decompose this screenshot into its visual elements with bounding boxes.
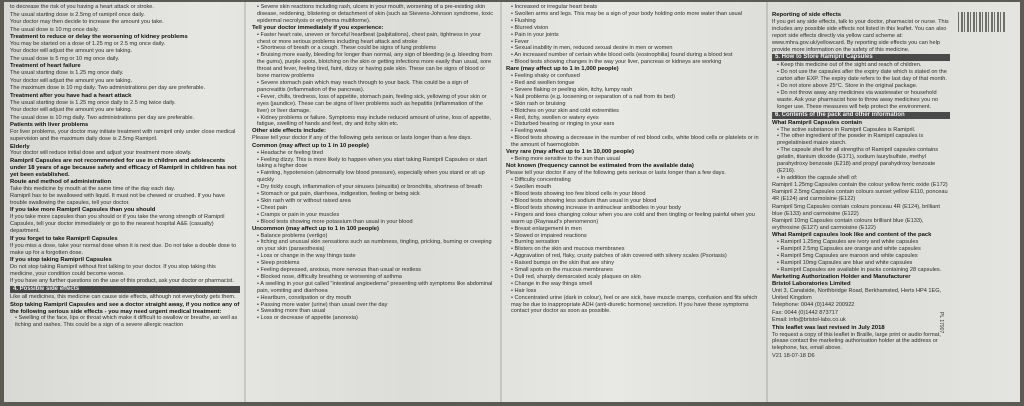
section-heading: Patients with liver problems bbox=[10, 122, 89, 129]
paragraph: The usual dose is 10 mg daily. Two administrations per day are preferable. bbox=[10, 114, 195, 121]
section-heading: Route and method of administration bbox=[10, 178, 112, 185]
list-item: • Pain in your joints bbox=[511, 32, 760, 39]
paragraph: Please tell your doctor if any of the following gets serious or lasts longer than a few days. bbox=[506, 169, 726, 176]
list-item: • Blotches on your skin and cold extremities bbox=[511, 108, 760, 115]
section-heading: Common (may affect up to 1 in 10 people) bbox=[252, 142, 369, 149]
paragraph: You may be started on a dose of 1.25 mg or 2.5 mg once daily. bbox=[10, 40, 166, 47]
section-heading: What Ramipril capsules look like and content of the pack bbox=[772, 232, 932, 239]
paragraph: The usual starting dose is 1.25 mg once daily. bbox=[10, 70, 124, 77]
list-item: • Small spots on the mucous membranes bbox=[511, 267, 760, 274]
column-side-effects-rare bbox=[506, 4, 760, 400]
paragraph: to decrease the risk of you having a heart attack or stroke. bbox=[10, 4, 154, 10]
paragraph: Ramipril has to be swallowed with liquid. It must not be chewed or crushed. If you have trouble swallowing the capsules, tell your doctor. bbox=[10, 193, 225, 206]
list-item: • Aggravation of red, flaky, crusty patches of skin covered with silvery scales (Psoriasis) bbox=[511, 253, 760, 260]
list-item: • Ramipril 5mg Capsules are maroon and white capsules bbox=[777, 253, 950, 260]
list-item: • Burning sensation bbox=[511, 239, 760, 246]
list-item: • Keep this medicine out of the sight and reach of children. bbox=[777, 62, 950, 69]
list-item: • Faster heart rate, uneven or forceful heartbeat (palpitations), chest pain, tightness in your chest or more serious problems including heart attack and stroke bbox=[257, 32, 494, 46]
bullet-list bbox=[252, 150, 494, 226]
list-item: • Chest pain bbox=[257, 205, 494, 212]
list-item: • Fainting, hypotension (abnormally low blood pressure), especially when you stand or sit up quickly bbox=[257, 170, 494, 184]
section-heading: Ramipril Capsules are not recommended for use in children and adolescents under 18 years of age because safety and efficacy of Ramipril in children has not yet been established. bbox=[10, 157, 237, 178]
list-item: • Loss or decrease of appetite (anorexia) bbox=[257, 315, 494, 322]
paragraph: V21 18-07-18 D6 bbox=[772, 352, 815, 359]
list-item: • Hair loss bbox=[511, 288, 760, 295]
bullet-list bbox=[506, 73, 760, 149]
section-heading: Marketing Authorization Holder and Manufacturer bbox=[772, 273, 911, 280]
section-heading: If you take more Ramipril Capsules than you should bbox=[10, 207, 156, 214]
section-heading: Not known (frequency cannot be estimated from the available data) bbox=[506, 162, 694, 169]
list-item: • Itching and unusual skin sensations such as numbness, tingling, pricking, burning or creeping on your skin (paraesthesia) bbox=[257, 239, 494, 253]
section-heading: What Ramipril Capsules contain bbox=[772, 119, 863, 126]
paragraph: Ramipril 10mg Capsules contain colours brilliant blue (E133), erythrosine (E127) and carmoisine (E122) bbox=[772, 218, 924, 231]
list-item: • Do not throw away any medicines via wastewater or household waste. Ask your pharmacist how to throw away medicines you no longer use. These measures will help protect the environment. bbox=[777, 90, 950, 111]
paragraph: The usual dose is 10 mg once daily. bbox=[10, 26, 99, 33]
section-heading: Other side effects include: bbox=[252, 128, 326, 135]
list-item: • Blocked nose, difficulty breathing or worsening of asthma bbox=[257, 274, 494, 281]
section-heading: Rare (may affect up to 1 in 1,000 people) bbox=[506, 66, 619, 73]
section-banner: 4. Possible side effects bbox=[10, 286, 240, 293]
section-heading: Treatment to reduce or delay the worsening of kidney problems bbox=[10, 34, 188, 40]
paragraph: Take this medicine by mouth at the same time of the day each day. bbox=[10, 185, 175, 192]
paragraph: If you get any side effects, talk to your doctor, pharmacist or nurse. This includes any possible side effects not listed in this leaflet. You can also report side effects directly via yellow card scheme at: www.mhra.gov.uk/yellowcard. By reporting side effects you can help provide more information on the safety of this medicine. bbox=[772, 18, 949, 53]
list-item: • Change in the way things smell bbox=[511, 281, 760, 288]
bullet-list bbox=[772, 127, 950, 182]
list-item: • Difficulty concentrating bbox=[511, 177, 760, 184]
paragraph: Fax: 0044 (0)1442 873717 bbox=[772, 309, 838, 316]
section-heading: Bristol Laboratories Limited bbox=[772, 280, 851, 287]
paragraph: Your doctor will adjust the amount you are taking. bbox=[10, 77, 132, 84]
section-heading: This leaflet was last revised in July 2018 bbox=[772, 324, 885, 331]
fold-line bbox=[244, 2, 246, 402]
list-item: • Feeling depressed, anxious, more nervous than usual or restless bbox=[257, 267, 494, 274]
list-item: • Shortness of breath or a cough. These could be signs of lung problems bbox=[257, 45, 494, 52]
paragraph: Like all medicines, this medicine can cause side effects, although not everybody gets them. bbox=[10, 294, 236, 301]
column-storage-contents bbox=[772, 12, 950, 400]
bullet-list bbox=[252, 4, 494, 25]
list-item: • Bruising more easily, bleeding for longer than normal, any sign of bleeding (e.g. bleeding from the gums), purple spots, blotching on the skin or getting infections more easily than usual, sore throat and fever, feeling tired, faint, dizzy or having pale skin. These can be signs of blood or bone marrow problems bbox=[257, 52, 494, 80]
list-item: • Fingers and toes changing colour when you are cold and then tingling or feeling painful when you warm up (Raynaud's phenomenon) bbox=[511, 212, 760, 226]
bullet-list bbox=[506, 177, 760, 315]
list-item: • Disturbed hearing or ringing in your ears bbox=[511, 121, 760, 128]
list-item: • Severe stomach pain which may reach through to your back. This could be a sign of pancreatitis (inflammation of the pancreas). bbox=[257, 80, 494, 94]
bullet-list bbox=[506, 4, 760, 66]
list-item: • Nail problems (e.g. loosening or separation of a nail from its bed) bbox=[511, 94, 760, 101]
paragraph: Ramipril 5mg Capsules contain colours ponceau 4R (E124), brilliant blue (E133) and carmoisine (E122) bbox=[772, 203, 940, 217]
paragraph: Please tell your doctor if any of the following gets serious or lasts longer than a few days. bbox=[252, 135, 472, 142]
list-item: • Feeling shaky or confused bbox=[511, 73, 760, 80]
list-item: • Being more sensitive to the sun than usual bbox=[511, 156, 760, 163]
list-item: • A swelling in your gut called "intestinal angioedema" presenting with symptoms like abdominal pain, vomiting and diarrhoea bbox=[257, 281, 494, 295]
list-item: • Blurred vision bbox=[511, 25, 760, 32]
paragraph: Your doctor may then decide to increase the amount you take. bbox=[10, 19, 164, 25]
bullet-list bbox=[252, 233, 494, 323]
section-heading: If you forget to take Ramipril Capsules bbox=[10, 235, 118, 242]
bullet-list bbox=[772, 62, 950, 110]
section-banner: 5. How to Store Ramipril Capsules bbox=[772, 54, 950, 61]
paragraph: Your doctor will reduce initial dose and adjust your treatment more slowly. bbox=[10, 150, 192, 157]
list-item: • Stomach or gut pain, diarrhoea, indigestion, feeling or being sick bbox=[257, 191, 494, 198]
list-item: • Balance problems (vertigo) bbox=[257, 233, 494, 240]
list-item: • Ramipril Capsules are available in packs containing 28 capsules. bbox=[777, 267, 950, 274]
list-item: • Increased or irregular heart beats bbox=[511, 4, 760, 11]
bullet-list bbox=[772, 239, 950, 274]
list-item: • Ramipril 2.5mg Capsules are orange and white capsules bbox=[777, 246, 950, 253]
paragraph: The maximum dose is 10 mg daily. Two administrations per day are preferable. bbox=[10, 85, 206, 92]
column-dosage bbox=[10, 4, 240, 400]
list-item: • Flushing bbox=[511, 18, 760, 25]
side-code: PL 17907 bbox=[938, 312, 944, 334]
paragraph: If you miss a dose, take your normal dose when it is next due. Do not take a double dose to make up for a forgotten dose. bbox=[10, 242, 237, 256]
list-item: • Heartburn, constipation or dry mouth bbox=[257, 295, 494, 302]
list-item: • Do not use the capsules after the expiry date which is stated on the carton after EXP. The expiry date refers to the last day of that month. bbox=[777, 69, 950, 83]
list-item: • Dull red, sharply demarcated scaly plaques on skin bbox=[511, 274, 760, 281]
list-item: • Blood tests showing changes in the way your liver, pancreas or kidneys are working bbox=[511, 59, 760, 66]
column-side-effects bbox=[252, 4, 494, 400]
paragraph: The usual starting dose is 1.25 mg once daily to 2.5 mg twice daily. bbox=[10, 99, 176, 106]
paragraph: The usual starting dose is 2.5mg of ramipril once daily. bbox=[10, 11, 145, 18]
paragraph: Unit 3, Canalside, Northbridge Road, Berkhamsted, Herts HP4 1EG, United Kingdom bbox=[772, 287, 942, 301]
list-item: • Sexual inability in men, reduced sexual desire in men or women bbox=[511, 45, 760, 52]
fold-line bbox=[766, 2, 768, 402]
list-item: • The other ingredient of the powder in Ramipril capsules is pregelatinised maize starch. bbox=[777, 133, 950, 147]
paragraph: The usual dose is 5 mg or 10 mg once daily. bbox=[10, 55, 120, 62]
list-item: • Kidney problems or failure. Symptoms may include reduced amount of urine, loss of appetite, fatigue, swelling of hands and feet, dry and itchy skin etc. bbox=[257, 115, 494, 129]
section-heading: Treatment after you have had a heart attack bbox=[10, 92, 132, 99]
paragraph: Ramipril 1.25mg Capsules contain the colour yellow ferric oxide (E172) bbox=[772, 181, 948, 188]
list-item: • Dry tickly cough, inflammation of your sinuses (sinusitis) or bronchitis, shortness of breath bbox=[257, 184, 494, 191]
list-item: • Loss or change in the way things taste bbox=[257, 253, 494, 260]
list-item: • In addition the capsule shell of: bbox=[777, 175, 950, 182]
bullet-list bbox=[252, 32, 494, 129]
list-item: • Red, itchy, swollen or watery eyes bbox=[511, 115, 760, 122]
list-item: • Skin rash or bruising bbox=[511, 101, 760, 108]
paragraph: Email: info@bristol-labs.co.uk bbox=[772, 317, 846, 324]
section-heading: If you stop taking Ramipril Capsules bbox=[10, 257, 112, 263]
paragraph: To request a copy of this leaflet in Braille, large print or audio format, please contact the marketing authorisation holder at the address or telephone, fax, email above. bbox=[772, 331, 941, 352]
paragraph: Telephone: 0044 (0)1442 200922 bbox=[772, 302, 855, 309]
list-item: • Headache or feeling tired bbox=[257, 150, 494, 157]
list-item: • Raised bumps on the skin that are shiny bbox=[511, 260, 760, 267]
list-item: • Skin rash with or without raised area bbox=[257, 198, 494, 205]
section-heading: Uncommon (may affect up to 1 in 100 people) bbox=[252, 225, 379, 232]
list-item: • Slowed or impaired reactions bbox=[511, 233, 760, 240]
paragraph: Your doctor will adjust the amount you are taking. bbox=[10, 48, 132, 55]
list-item: • Fever bbox=[511, 39, 760, 46]
list-item: • Blood tests showing more potassium than usual in your blood bbox=[257, 219, 494, 226]
paragraph: For liver problems, your doctor may initiate treatment with ramipril only under close medical supervision and the maximum daily dose is 2.5mg Ramipril. bbox=[10, 129, 236, 143]
barcode-graphic bbox=[958, 12, 1006, 32]
paragraph: Do not stop taking Ramipril without first talking to your doctor. If you stop taking this medicine, your condition could become worse. bbox=[10, 263, 216, 277]
list-item: • Blisters on the skin and mucous membranes bbox=[511, 246, 760, 253]
list-item: • Passing more water (urine) than usual over the day bbox=[257, 302, 494, 309]
section-banner: 6. Contents of the pack and other information bbox=[772, 112, 950, 119]
list-item: • Sweating more than usual bbox=[257, 308, 494, 315]
section-heading: Reporting of side effects bbox=[772, 12, 842, 18]
bullet-list bbox=[506, 156, 760, 163]
list-item: • Ramipril 10mg Capsules are blue and white capsules bbox=[777, 260, 950, 267]
list-item: • Swollen arms and legs. This may be a sign of your body holding onto more water than usual bbox=[511, 11, 760, 18]
list-item: • The capsule shell for all strengths of Ramipril capsules contains gelatin, titanium dioxide (E171), sodium laurylsulfate, methyl parahydroxy benzoate (E218) and propyl parahydroxy benzoate (E216). bbox=[777, 147, 950, 175]
section-heading: Elderly bbox=[10, 143, 30, 150]
list-item: • The active substance in Ramipril Capsules is Ramipril. bbox=[777, 127, 950, 134]
paragraph: Your doctor will adjust the amount you are taking. bbox=[10, 107, 132, 114]
list-item: • An increased number of certain white blood cells (eosinophilia) found during a blood test bbox=[511, 52, 760, 59]
list-item: • Blood tests showing too few blood cells in your blood bbox=[511, 191, 760, 198]
list-item: • Cramps or pain in your muscles bbox=[257, 212, 494, 219]
paragraph: If you take more capsules than you should or if you take the wrong strength of Ramipril Capsules, tell your doctor immediately or go to the nearest hospital A&E (casualty) department. bbox=[10, 214, 225, 235]
list-item: • Feeling weak bbox=[511, 128, 760, 135]
list-item: • Ramipril 1.25mg Capsules are ivory and white capsules bbox=[777, 239, 950, 246]
list-item: • Blood tests showing a decrease in the number of red blood cells, white blood cells or platelets or in the amount of haemoglobin bbox=[511, 135, 760, 149]
list-item: • Swelling of the face, lips or throat which make it difficult to swallow or breathe, as well as itching and rashes. This could be a sign of a severe allergic reaction bbox=[15, 315, 240, 329]
section-heading: Treatment of heart failure bbox=[10, 63, 81, 70]
list-item: • Breast enlargement in men bbox=[511, 226, 760, 233]
list-item: • Red and swollen tongue bbox=[511, 80, 760, 87]
list-item: • Severe skin reactions including rash, ulcers in your mouth, worsening of a pre-existing skin disease, reddening, blistering or detachment of skin (such as Stevens-Johnson syndrome, toxic epidermal necrolysis or erythema multiforme). bbox=[257, 4, 494, 25]
list-item: • Do not store above 25°C. Store in the original package. bbox=[777, 83, 950, 90]
list-item: • Blood tests showing increase in antinuclear antibodies in your body bbox=[511, 205, 760, 212]
leaflet-sheet bbox=[4, 2, 1020, 402]
paragraph: If you have any further questions on the use of this product, ask your doctor or pharmacist. bbox=[10, 278, 234, 285]
list-item: • Blood tests showing less sodium than usual in your blood bbox=[511, 198, 760, 205]
list-item: • Swollen mouth bbox=[511, 184, 760, 191]
fold-line bbox=[500, 2, 502, 402]
section-heading: Very rare (may affect up to 1 in 10,000 people) bbox=[506, 149, 635, 156]
list-item: • Severe flaking or peeling skin, itchy, lumpy rash bbox=[511, 87, 760, 94]
section-heading: Tell your doctor immediately if you experience: bbox=[252, 24, 384, 31]
bullet-list bbox=[10, 315, 240, 329]
list-item: • Fever, chills, tiredness, loss of appetite, stomach pain, feeling sick, yellowing of your skin or eyes (jaundice). These can be signs of liver problems such as hepatitis (inflammation of the liver) or liver damage. bbox=[257, 94, 494, 115]
section-heading: Stop taking Ramipril Capsules and see a doctor straight away, if you notice any of the following serious side effects - you may need urgent medical treatment: bbox=[10, 301, 240, 315]
list-item: • Feeling dizzy. This is more likely to happen when you start taking Ramipril Capsules or start taking a higher dose bbox=[257, 157, 494, 171]
list-item: • Sleep problems bbox=[257, 260, 494, 267]
list-item: • Concentrated urine (dark in colour), feel or are sick, have muscle cramps, confusion and fits which may be due to inappropriate ADH (anti-diuretic hormone) secretion. If you have these symptoms contact your doctor as soon as possible. bbox=[511, 295, 760, 316]
paragraph: Ramipril 2.5mg Capsules contain colours sunset yellow E110, ponceau 4R (E124) and carmoisine (E122) bbox=[772, 189, 948, 203]
